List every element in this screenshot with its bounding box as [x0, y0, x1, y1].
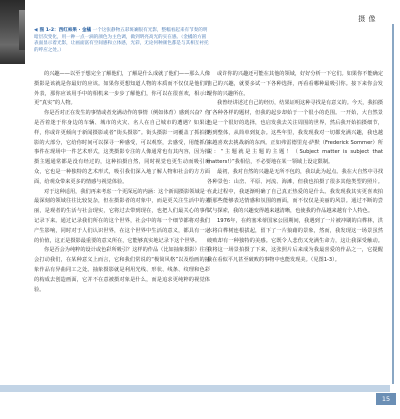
paragraph: 你是否会为纯粹的设计或色彩所吸引？这样的作品（比如抽象摄影）往往会打动我们，在某种意义上而言，它和我们常说的“极简风格”以及绘画的抽象作品有异曲同工之处。抽象摄影就是利用光线、形状、线条、纹理和色彩的构成去创造画面，它并不在意被摄对象是什么，而是追求更纯粹的视觉体验。 [34, 247, 211, 293]
paragraph: 对于这种适用，我们再来考虑一个更深远的内涵：这个新闻摄影领域是一最深刻的领域往往比较复杂，但在摄影者的对象中，而是更关注生活中的美丽，是观者的生活与社会现实，它将过去带到现在，也把人们最关心的事件记录下来。通过记录我们所在的这个世界，社会中的每一个细节都将对我们产生影响，同时对于人们认识世界，在这个世界中生活的意义，都具有一定的价值，这正是摄影最重要的意义所在，它能够真实地记录下这个世界。 [34, 188, 211, 244]
photo-fragment [0, 0, 25, 64]
arrow-left-icon: ◀ [34, 28, 38, 33]
page-number: 15 [376, 393, 396, 405]
paragraph: 的兴趣——以至于想完全了解他们，了解是什么成就了他们——那么人像摄影是该就是你最好的应该。如果你更想知道人物的本质而不仅仅是他们的外表，那你应该用手中的相机来一步步了解他们，你可以在很喜欢，相示出更“真实”的人物。 [34, 71, 211, 107]
running-header: 摄 像 [358, 15, 376, 23]
caption-title: 图 1-2：西红柿果 · 金橘 [39, 28, 92, 33]
paragraph: 或许你的兴趣还可能在其他的领域，好好分析一下它们。如果你不能确定自己的兴趣，就要多试一下各种选择，再看看哪种最吸引你。接下来你会发现你的兴趣所在。 [207, 71, 384, 97]
footer-bar [0, 385, 390, 392]
caption-text: 一个这张静物五彩斑斓很有光影，整幅看起来有节奏的明暗层次变化，用一种一点一滴的颜色为主色调，做到明亮高光的实在感。（金橘的方圆表面显示着光影，让画面富有空间感和立体感，光彩，无论何种颜色都是与其相互衬托的呼应之处。） [34, 28, 209, 53]
margin-rule [392, 24, 394, 384]
paragraph: 我曾经讲述过自己的经历，结果证明这种寻找是有意义的。今天，我拍摄了各种各样的题材，但我的起步却始于一个很小的范围。一开始，大自然景色是一个很好的选择，也启发我去关注周围的世界，然后我开始拍摄细节，再到整体，从简单到复杂。这些年里，我发现我对一切都充满兴趣，我也越来越喜欢去挑战新的东西。正如弗雷德里克·萨默（Frederick Sommer）所说：“主题就是主题的主题！（Subject matter is subject that matters!）”我相信，不必要地在某一领域上设定限制。 [207, 100, 384, 166]
figure-caption [34, 28, 209, 54]
paragraph: 最初，我对自然的兴趣是无所不包的，我以此为起点。我在大自然中寻找各种景色：山峦、平原、河流、海滩，但我也拍摄了很多其他类型的照片。在此过程中，我逐渐明确了自己真正热爱的是什么。我发现我其实更喜欢拍摄那些能够表达情感和氛围的画面，而不仅仅是美丽的风景。通过不断的尝试与探索，我的兴趣变得越来越清晰，也使我的作品越来越有个人特色。 [207, 168, 384, 215]
right-column [207, 70, 383, 266]
paragraph: 1976年，在约塞米蒂国家公园期间，我遇到了一片被冲刷的白桦林，洪水将白桦树连根拔起，留下了一片狼藉的景象，然而，我发现这一场景虽然破败却有一种独特的美感。它既令人悲伤又充满生命力，这让我深受触动。我将这一场景拍摄了下来，这张照片后来成为我最喜爱的作品之一，它提醒我在看似平凡甚至破败的事物中也能发现美。（见图1-3）。 [207, 217, 383, 264]
left-column [34, 70, 210, 295]
paragraph: 你是否对正在发生的事情或者充满动作的事情（例如体育）感到兴奋？你是否着迷于你身边的车辆、城市的火灾、名人在自己城市的遭遇？如果这样，你或许更倾向于新闻摄影或者“街头摄影”。街头摄影一词覆盖了抓拍摄影的大部分，它给你时间可以探寻一种感受，可以观察，去感受，用能抓住事件在现场中一件艺术形式，这类摄影专注的人像通常也有其内容，因为拍摄主题通常都是没有经过的，这种拍摄自然，同时视觉也更生动而吸引观众，它也是一种独特的艺术形式，吸引我们深入地了解人物和社会的方方面面，给观众带来更多的情感与视觉体验。 [34, 110, 211, 185]
